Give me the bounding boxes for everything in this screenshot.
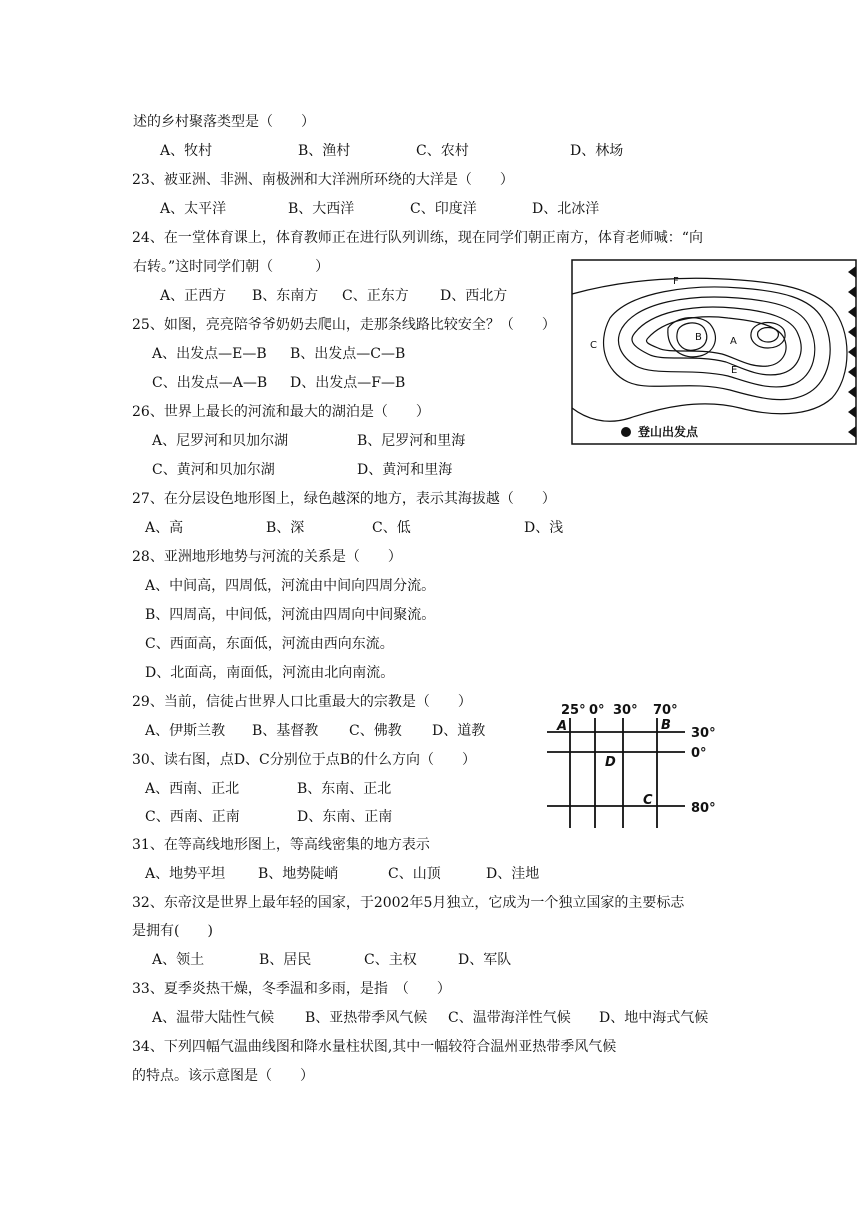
latitude-label-80: 80° [691, 801, 716, 816]
meridian-lines [570, 718, 657, 828]
grid-point-a: A [557, 719, 568, 734]
latitude-label-30: 30° [691, 726, 716, 741]
contour-label-c: C [590, 340, 597, 351]
q30-option-d: D、东南、正南 [297, 809, 393, 825]
q31-option-c: C、山顶 [388, 866, 441, 882]
q32-option-c: C、主权 [364, 952, 417, 968]
longitude-label-30: 30° [613, 703, 638, 718]
q22-option-b: B、渔村 [298, 143, 351, 159]
q26-option-b: B、尼罗河和里海 [357, 433, 466, 449]
q32-stem-line-2: 是拥有( ) [132, 923, 213, 939]
q22-stem-line-1: 述的乡村聚落类型是（ ） [133, 114, 315, 130]
grid-point-c: C [643, 793, 653, 808]
q31-stem-line-1: 31、在等高线地形图上，等高线密集的地方表示 [132, 837, 430, 853]
q27-option-b: B、深 [266, 520, 305, 536]
q31-option-a: A、地势平坦 [145, 866, 226, 882]
q24-option-d: D、西北方 [440, 288, 508, 304]
q28-option-d: D、北面高，南面低，河流由北向南流。 [145, 665, 395, 681]
latitude-label-0: 0° [691, 746, 707, 761]
q33-stem-line-1: 33、夏季炎热干燥，冬季温和多雨，是指 （ ） [132, 981, 451, 997]
q30-stem-line-1: 30、读右图，点D、C分别位于点B的什么方向（ ） [132, 752, 477, 768]
q25-option-c: C、出发点—A—B [152, 375, 268, 391]
longitude-label-0: 0° [589, 703, 605, 718]
q25-option-a: A、出发点—E—B [152, 346, 267, 362]
q27-option-a: A、高 [145, 520, 184, 536]
q32-stem-line-1: 32、东帝汶是世界上最年轻的国家，于2002年5月独立，它成为一个独立国家的主要标志 [132, 895, 685, 911]
q32-option-b: B、居民 [259, 952, 312, 968]
q23-stem-line-1: 23、被亚洲、非洲、南极洲和大洋洲所环绕的大洋是（ ） [132, 172, 514, 188]
q31-option-d: D、洼地 [486, 866, 540, 882]
q26-option-d: D、黄河和里海 [357, 462, 453, 478]
q32-option-a: A、领土 [152, 952, 205, 968]
q25-stem-line-1: 25、如图，亮亮陪爷爷奶奶去爬山，走那条线路比较安全？（ ） [132, 317, 556, 333]
q22-option-c: C、农村 [416, 143, 469, 159]
q24-stem-line-1: 24、在一堂体育课上，体育教师正在进行队列训练，现在同学们朝正南方，体育老师喊：“向 [132, 230, 703, 246]
q32-option-d: D、军队 [458, 952, 512, 968]
q30-option-b: B、东南、正北 [297, 781, 392, 797]
q22-option-d: D、林场 [570, 143, 624, 159]
q34-stem-line-2: 的特点。该示意图是（ ） [132, 1068, 314, 1084]
q26-option-a: A、尼罗河和贝加尔湖 [152, 433, 289, 449]
q23-option-c: C、印度洋 [410, 201, 477, 217]
start-point-marker [621, 427, 631, 437]
q24-option-a: A、正西方 [160, 288, 227, 304]
contour-label-b: B [695, 332, 702, 343]
q24-stem-line-2: 右转。”这时同学们朝（ ） [133, 259, 330, 275]
q28-option-c: C、西面高，东面低，河流由西向东流。 [145, 636, 394, 652]
q25-option-b: B、出发点—C—B [290, 346, 406, 362]
q33-option-c: C、温带海洋性气候 [448, 1010, 571, 1026]
q31-option-b: B、地势陡峭 [258, 866, 339, 882]
q34-stem-line-1: 34、下列四幅气温曲线图和降水量柱状图,其中一幅较符合温州亚热带季风气候 [132, 1039, 617, 1055]
q26-option-c: C、黄河和贝加尔湖 [152, 462, 275, 478]
q24-option-c: C、正东方 [342, 288, 409, 304]
q29-option-d: D、道教 [432, 723, 486, 739]
q29-option-a: A、伊斯兰教 [145, 723, 226, 739]
q24-option-b: B、东南方 [252, 288, 319, 304]
q28-stem-line-1: 28、亚洲地形地势与河流的关系是（ ） [132, 549, 402, 565]
q27-option-d: D、浅 [524, 520, 564, 536]
grid-point-d: D [605, 755, 616, 770]
q30-option-c: C、西南、正南 [145, 809, 240, 825]
start-point-label: 登山出发点 [638, 425, 699, 439]
q23-option-d: D、北冰洋 [532, 201, 600, 217]
contour-label-f: F [673, 276, 679, 287]
contour-map-figure [570, 258, 860, 448]
longitude-label-70: 70° [653, 703, 678, 718]
contour-label-a: A [730, 336, 737, 347]
longitude-label-25: 25° [561, 703, 586, 718]
q27-option-c: C、低 [372, 520, 411, 536]
q23-option-b: B、大西洋 [288, 201, 355, 217]
parallel-lines [547, 732, 685, 806]
q28-option-a: A、中间高，四周低，河流由中间向四周分流。 [145, 578, 436, 594]
q30-option-a: A、西南、正北 [145, 781, 240, 797]
q27-stem-line-1: 27、在分层设色地形图上，绿色越深的地方，表示其海拔越（ ） [132, 491, 556, 507]
q33-option-b: B、亚热带季风气候 [305, 1010, 428, 1026]
q33-option-d: D、地中海式气候 [599, 1010, 709, 1026]
q22-option-a: A、牧村 [160, 143, 213, 159]
q29-option-c: C、佛教 [349, 723, 402, 739]
q23-option-a: A、太平洋 [160, 201, 227, 217]
q29-stem-line-1: 29、当前，信徒占世界人口比重最大的宗教是（ ） [132, 694, 472, 710]
q29-option-b: B、基督教 [252, 723, 319, 739]
q25-option-d: D、出发点—F—B [290, 375, 406, 391]
cliff-edge-symbol [848, 266, 856, 438]
contour-label-e: E [731, 365, 738, 376]
q33-option-a: A、温带大陆性气候 [152, 1010, 275, 1026]
q28-option-b: B、四周高，中间低，河流由四周向中间聚流。 [145, 607, 436, 623]
latlong-grid-figure [545, 700, 725, 830]
q26-stem-line-1: 26、世界上最长的河流和最大的湖泊是（ ） [132, 404, 430, 420]
grid-point-b: B [661, 718, 671, 733]
